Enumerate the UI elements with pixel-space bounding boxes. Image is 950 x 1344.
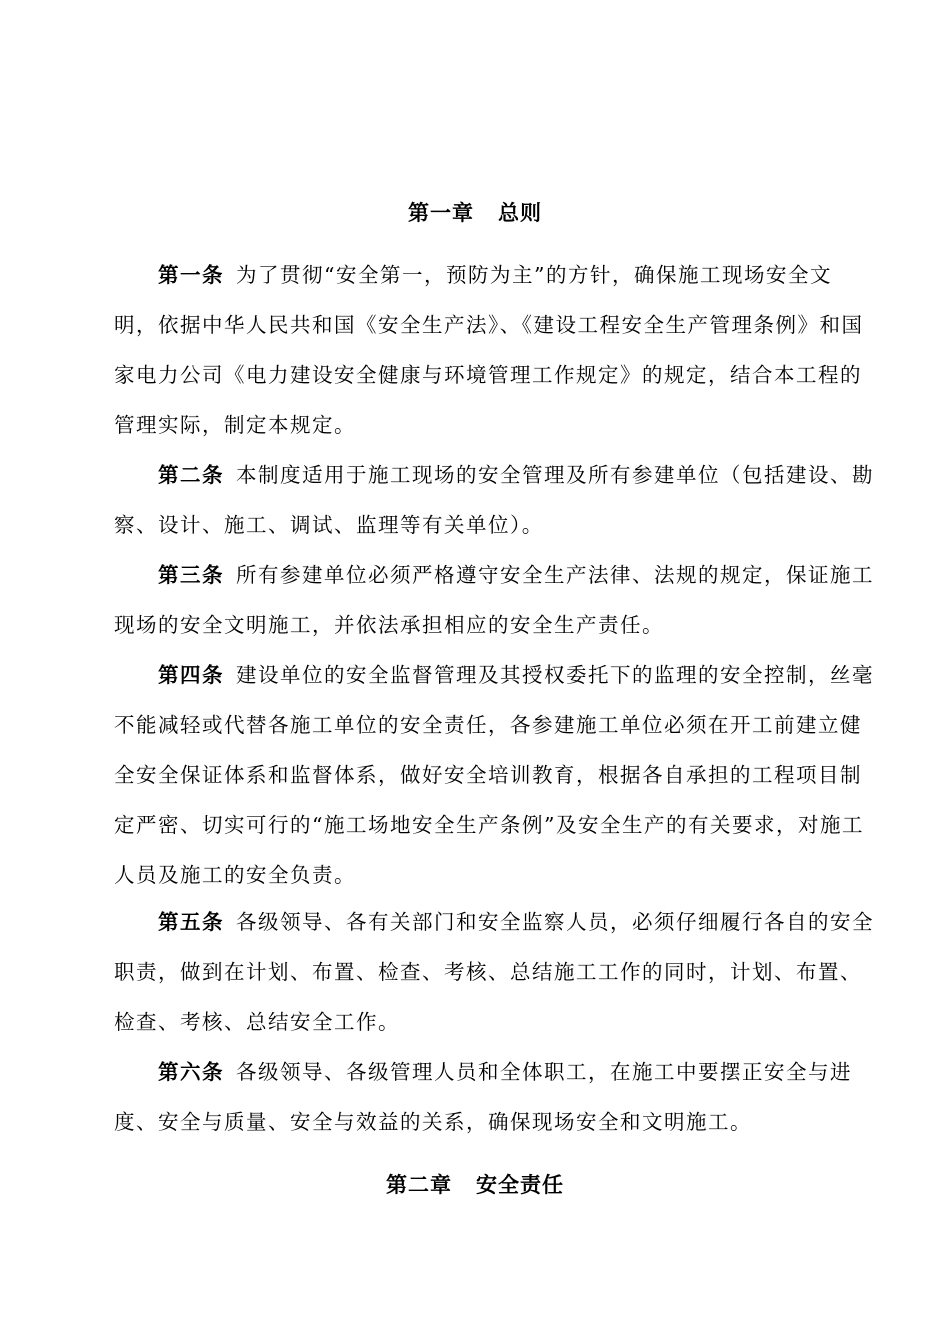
- article-number: 第四条: [158, 663, 224, 687]
- article-text: 各级领导、各级管理人员和全体职工，在施工中要摆正安全与进度、安全与质量、安全与效益的关系，确保现场安全和文明施工。: [114, 1060, 852, 1134]
- article-paragraph: [114, 897, 874, 1047]
- chapter-heading: [0, 1170, 950, 1200]
- article-text: 为了贯彻“安全第一，预防为主”的方针，确保施工现场安全文明，依据中华人民共和国《安全生产法》、《建设工程安全生产管理条例》和国家电力公司《电力建设安全健康与环境管理工作规定》的规定，结合本工程的管理实际，制定本规定。: [114, 263, 864, 437]
- chapter-number: 第二章: [386, 1173, 452, 1197]
- article-number: 第一条: [158, 263, 224, 287]
- article-number: 第三条: [158, 563, 224, 587]
- chapter-title-text: 安全责任: [476, 1173, 564, 1197]
- article-paragraph: [114, 450, 874, 550]
- chapter-heading: [0, 198, 950, 228]
- article-text: 各级领导、各有关部门和安全监察人员，必须仔细履行各自的安全职责，做到在计划、布置、检查、考核、总结施工工作的同时，计划、布置、检查、考核、总结安全工作。: [114, 910, 874, 1034]
- article-number: 第五条: [158, 910, 224, 934]
- article-paragraph: [114, 550, 874, 650]
- article-text: 所有参建单位必须严格遵守安全生产法律、法规的规定，保证施工现场的安全文明施工，并依法承担相应的安全生产责任。: [114, 563, 874, 637]
- article-number: 第六条: [158, 1060, 224, 1084]
- chapter-number: 第一章: [408, 201, 474, 225]
- article-text: 建设单位的安全监督管理及其授权委托下的监理的安全控制，丝毫不能减轻或代替各施工单位的安全责任，各参建施工单位必须在开工前建立健全安全保证体系和监督体系，做好安全培训教育，根据各自承担的工程项目制定严密、切实可行的“施工场地安全生产条例”及安全生产的有关要求，对施工人员及施工的安全负责。: [114, 663, 874, 887]
- chapter-title-text: 总则: [498, 201, 542, 225]
- article-number: 第二条: [158, 463, 224, 487]
- article-paragraph: [114, 1047, 874, 1147]
- article-paragraph: [114, 650, 874, 900]
- article-text: 本制度适用于施工现场的安全管理及所有参建单位（包括建设、勘察、设计、施工、调试、监理等有关单位）。: [114, 463, 874, 537]
- article-paragraph: [114, 250, 874, 450]
